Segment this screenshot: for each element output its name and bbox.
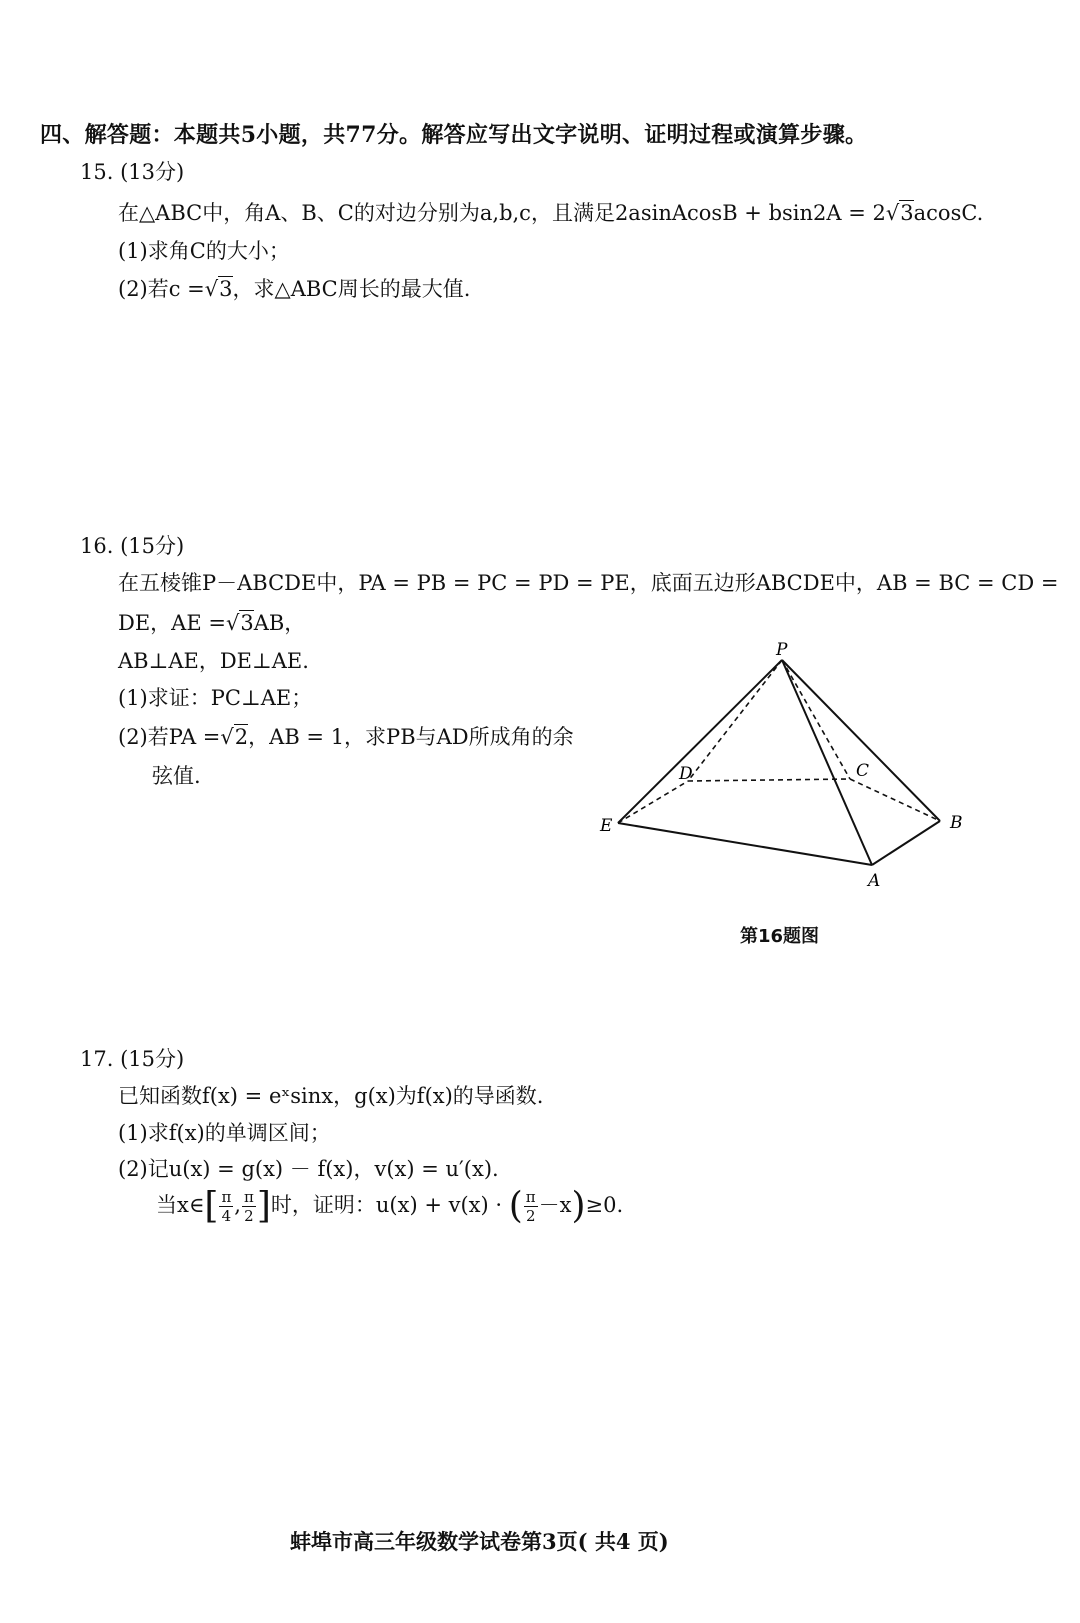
edge-EA bbox=[618, 823, 872, 865]
question-16-line1: 在五棱锥P－ABCDE中，PA = PB = PC = PD = PE，底面五边形ABCDE中，AB = BC = CD = bbox=[118, 571, 1059, 595]
vertex-label-D: D bbox=[679, 764, 693, 784]
question-17-condition: 当x∈[ $\frac{\pi}{4}$ , $\frac{\pi}{2}$ ]时，证明：u(x) + v(x) · ( $\frac{\pi}{2}$ －x)≥0. bbox=[156, 1185, 624, 1227]
edge-DC bbox=[688, 779, 850, 781]
vertex-label-A: A bbox=[868, 871, 881, 891]
question-15-part1: (1)求角C的大小； bbox=[118, 239, 290, 263]
section-header: 四、解答题：本题共5小题，共77分。解答应写出文字说明、证明过程或演算步骤。 bbox=[40, 122, 868, 148]
edge-CB bbox=[850, 779, 940, 821]
fraction-pi-over-2-b: $\frac{\pi}{2}$ bbox=[525, 1188, 536, 1225]
edge-PE bbox=[618, 660, 782, 823]
fraction-pi-over-2: $\frac{\pi}{2}$ bbox=[243, 1188, 254, 1225]
edge-PB bbox=[782, 660, 940, 821]
page-footer: 蚌埠市高三年级数学试卷第3页( 共4 页) bbox=[290, 1529, 669, 1554]
question-16-line2: DE，AE =√3AB， bbox=[118, 611, 306, 635]
question-16-part2-continued: 弦值. bbox=[152, 764, 201, 788]
question-15-part2: (2)若c =√3，求△ABC周长的最大值. bbox=[118, 277, 471, 301]
edge-PD bbox=[688, 660, 782, 781]
question-16-number: 16. (15分) bbox=[80, 534, 185, 558]
vertex-label-C: C bbox=[856, 761, 870, 781]
question-15-stem: 在△ABC中，角A、B、C的对边分别为a,b,c，且满足2asinAcosB + bsin2A = 2√3acosC. bbox=[118, 201, 984, 225]
vertex-label-E: E bbox=[600, 816, 613, 836]
question-15-number: 15. (13分) bbox=[80, 160, 185, 184]
question-16-line3: AB⊥AE，DE⊥AE. bbox=[118, 649, 309, 673]
vertex-label-P: P bbox=[776, 640, 788, 660]
pyramid-diagram bbox=[590, 640, 990, 940]
question-16-part1: (1)求证：PC⊥AE； bbox=[118, 686, 313, 710]
question-16-part2: (2)若PA =√2，AB = 1，求PB与AD所成角的余 bbox=[118, 725, 574, 749]
vertex-label-B: B bbox=[950, 813, 963, 833]
question-17-stem: 已知函数f(x) = eˣsinx，g(x)为f(x)的导函数. bbox=[118, 1084, 544, 1108]
question-17-part1: (1)求f(x)的单调区间； bbox=[118, 1121, 331, 1145]
edge-AB bbox=[872, 821, 940, 865]
pyramid-figure bbox=[590, 640, 990, 940]
figure-caption: 第16题图 bbox=[740, 926, 820, 947]
question-17-part2: (2)记u(x) = g(x) － f(x)，v(x) = u′(x). bbox=[118, 1157, 499, 1181]
fraction-pi-over-4: $\frac{\pi}{4}$ bbox=[221, 1188, 232, 1225]
question-17-number: 17. (15分) bbox=[80, 1047, 185, 1071]
